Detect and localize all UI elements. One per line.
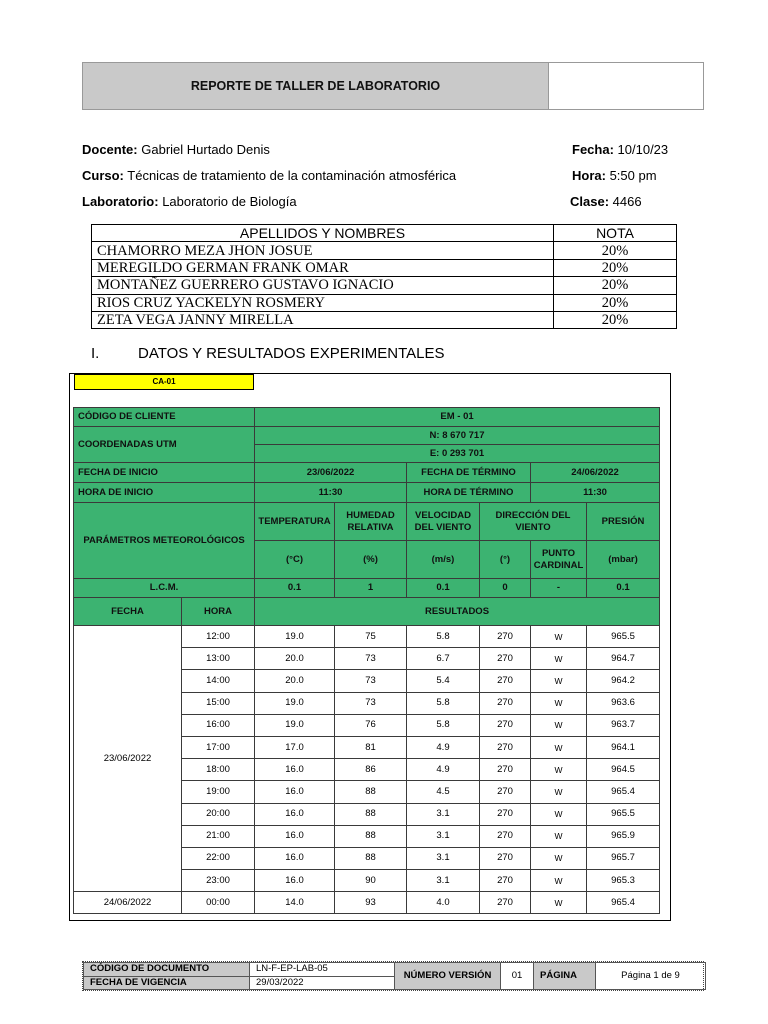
hour-cell: 20:00 [182,803,255,825]
laboratorio-value: Laboratorio de Biología [162,194,297,209]
document-footer [82,961,704,991]
wind-direction-cell: 270 [480,670,531,692]
laboratorio-line [82,194,297,210]
wind-direction-cell: 270 [480,692,531,714]
lcm-label: L.C.M. [74,579,255,598]
cardinal-cell: W [531,870,587,892]
students-table [91,224,677,329]
student-row [92,259,677,276]
pressure-cell: 963.6 [587,692,660,714]
hour-cell: 19:00 [182,781,255,803]
pressure-cell: 965.5 [587,626,660,648]
temp-cell: 16.0 [255,781,335,803]
temp-cell: 19.0 [255,626,335,648]
student-grade: 20% [554,277,677,294]
student-grade: 20% [554,259,677,276]
student-grade: 20% [554,311,677,328]
docente-line [82,142,270,158]
wind-speed-cell: 5.8 [407,692,480,714]
cliente-label: CÓDIGO DE CLIENTE [74,408,255,427]
curso-line [82,168,456,184]
coord-row-n [74,427,660,445]
hour-cell: 13:00 [182,648,255,670]
doc-code-value: LN-F-EP-LAB-05 [250,963,395,977]
wind-direction-cell: 270 [480,736,531,758]
fecha-label: Fecha: [572,142,614,157]
wind-speed-cell: 3.1 [407,870,480,892]
humidity-cell: 88 [335,781,407,803]
wind-speed-cell: 3.1 [407,847,480,869]
section-number: I. [91,345,100,362]
humidity-cell: 86 [335,759,407,781]
temp-cell: 16.0 [255,847,335,869]
pressure-cell: 964.5 [587,759,660,781]
lcm-row [74,579,660,598]
pressure-cell: 964.2 [587,670,660,692]
pressure-cell: 965.4 [587,892,660,914]
fecha-termino-value: 24/06/2022 [531,463,660,483]
wind-direction-header: DIRECCIÓN DEL VIENTO [480,503,587,541]
docente-value: Gabriel Hurtado Denis [141,142,270,157]
page-value: Página 1 de 9 [596,963,706,990]
hora-line [572,168,657,184]
cardinal-cell: W [531,648,587,670]
coord-label: COORDENADAS UTM [74,427,255,463]
pressure-header: PRESIÓN [587,503,660,541]
students-name-header: APELLIDOS Y NOMBRES [92,225,554,242]
cardinal-cell: W [531,626,587,648]
wind-direction-unit: (°) [480,541,531,579]
lcm-value: - [531,579,587,598]
lcm-value: 0 [480,579,531,598]
temp-cell: 16.0 [255,759,335,781]
report-header [82,62,704,110]
hour-cell: 00:00 [182,892,255,914]
lcm-value: 0.1 [407,579,480,598]
wind-direction-cell: 270 [480,825,531,847]
temp-cell: 20.0 [255,648,335,670]
temp-unit: (°C) [255,541,335,579]
cardinal-cell: W [531,736,587,758]
docente-label: Docente: [82,142,138,157]
wind-direction-cell: 270 [480,781,531,803]
fecha-line [572,142,668,158]
temp-cell: 19.0 [255,692,335,714]
pressure-cell: 965.9 [587,825,660,847]
pressure-cell: 965.7 [587,847,660,869]
sample-code-badge: CA-01 [74,374,254,390]
humidity-cell: 88 [335,803,407,825]
humidity-cell: 73 [335,670,407,692]
hora-termino-value: 11:30 [531,483,660,503]
version-label: NÚMERO VERSIÓN [395,963,501,990]
results-header-row [74,598,660,626]
fecha-inicio-label: FECHA DE INICIO [74,463,255,483]
student-name: RIOS CRUZ YACKELYN ROSMERY [92,294,554,311]
hora-termino-label: HORA DE TÉRMINO [407,483,531,503]
humidity-cell: 88 [335,825,407,847]
version-value: 01 [501,963,534,990]
pressure-cell: 965.3 [587,870,660,892]
wind-speed-header: VELOCIDAD DEL VIENTO [407,503,480,541]
fecha-value: 10/10/23 [617,142,669,157]
wind-speed-cell: 3.1 [407,803,480,825]
hour-cell: 15:00 [182,692,255,714]
humidity-cell: 90 [335,870,407,892]
cliente-row [74,408,660,427]
date-cell: 23/06/2022 [74,626,182,892]
hour-cell: 17:00 [182,736,255,758]
wind-direction-cell: 270 [480,714,531,736]
humidity-cell: 73 [335,692,407,714]
humidity-header: HUMEDAD RELATIVA [335,503,407,541]
cardinal-cell: W [531,803,587,825]
wind-direction-cell: 270 [480,626,531,648]
laboratorio-label: Laboratorio: [82,194,159,209]
cardinal-cell: W [531,670,587,692]
lcm-value: 0.1 [587,579,660,598]
students-header-row [92,225,677,242]
header-blank-cell [548,63,703,109]
hour-cell: 12:00 [182,626,255,648]
page-label: PÁGINA [534,963,596,990]
date-cell: 24/06/2022 [74,892,182,914]
humidity-cell: 93 [335,892,407,914]
result-row [74,626,660,648]
wind-speed-cell: 4.9 [407,759,480,781]
students-grade-header: NOTA [554,225,677,242]
footer-table [83,962,706,990]
student-row [92,294,677,311]
pressure-cell: 965.5 [587,803,660,825]
curso-value: Técnicas de tratamiento de la contaminación atmosférica [127,168,457,183]
hour-cell: 23:00 [182,870,255,892]
hora-row [74,483,660,503]
fecha-row [74,463,660,483]
coord-n: N: 8 670 717 [255,427,660,445]
student-row [92,242,677,259]
report-title: REPORTE DE TALLER DE LABORATORIO [83,63,548,109]
clase-value: 4466 [612,194,642,209]
doc-code-label: CÓDIGO DE DOCUMENTO [84,963,250,977]
hora-inicio-label: HORA DE INICIO [74,483,255,503]
validity-value: 29/03/2022 [250,976,395,990]
student-row [92,311,677,328]
pressure-cell: 964.7 [587,648,660,670]
student-row [92,277,677,294]
humidity-cell: 73 [335,648,407,670]
wind-speed-cell: 4.0 [407,892,480,914]
hora-col-header: HORA [182,598,255,626]
cardinal-cell: W [531,781,587,803]
cardinal-cell: W [531,692,587,714]
wind-speed-cell: 4.9 [407,736,480,758]
cliente-value: EM - 01 [255,408,660,427]
wind-direction-cell: 270 [480,759,531,781]
cardinal-cell: W [531,714,587,736]
fecha-col-header: FECHA [74,598,182,626]
humidity-cell: 81 [335,736,407,758]
wind-direction-cell: 270 [480,892,531,914]
resultados-col-header: RESULTADOS [255,598,660,626]
temp-header: TEMPERATURA [255,503,335,541]
hour-cell: 18:00 [182,759,255,781]
wind-direction-cell: 270 [480,803,531,825]
wind-speed-cell: 5.8 [407,626,480,648]
params-header-row [74,503,660,541]
hora-label: Hora: [572,168,606,183]
fecha-termino-label: FECHA DE TÉRMINO [407,463,531,483]
hour-cell: 16:00 [182,714,255,736]
clase-label: Clase: [570,194,610,209]
pressure-cell: 965.4 [587,781,660,803]
cardinal-cell: W [531,892,587,914]
hora-value: 5:50 pm [609,168,657,183]
cardinal-cell: W [531,759,587,781]
hora-inicio-value: 11:30 [255,483,407,503]
temp-cell: 17.0 [255,736,335,758]
hour-cell: 21:00 [182,825,255,847]
student-grade: 20% [554,242,677,259]
student-name: ZETA VEGA JANNY MIRELLA [92,311,554,328]
temp-cell: 19.0 [255,714,335,736]
temp-cell: 20.0 [255,670,335,692]
wind-speed-cell: 3.1 [407,825,480,847]
cardinal-cell: W [531,847,587,869]
wind-direction-cell: 270 [480,870,531,892]
params-label: PARÁMETROS METEOROLÓGICOS [74,503,255,579]
temp-cell: 14.0 [255,892,335,914]
wind-speed-cell: 5.8 [407,714,480,736]
temp-cell: 16.0 [255,825,335,847]
humidity-cell: 88 [335,847,407,869]
hour-cell: 22:00 [182,847,255,869]
wind-speed-unit: (m/s) [407,541,480,579]
cardinal-point-header: PUNTO CARDINAL [531,541,587,579]
meteorological-table [73,407,660,914]
cardinal-cell: W [531,825,587,847]
humidity-cell: 75 [335,626,407,648]
pressure-cell: 963.7 [587,714,660,736]
curso-label: Curso: [82,168,124,183]
section-title: DATOS Y RESULTADOS EXPERIMENTALES [138,345,445,362]
wind-speed-cell: 6.7 [407,648,480,670]
wind-speed-cell: 5.4 [407,670,480,692]
humidity-cell: 76 [335,714,407,736]
student-name: MEREGILDO GERMAN FRANK OMAR [92,259,554,276]
fecha-inicio-value: 23/06/2022 [255,463,407,483]
temp-cell: 16.0 [255,803,335,825]
lcm-value: 1 [335,579,407,598]
result-row [74,892,660,914]
pressure-cell: 964.1 [587,736,660,758]
temp-cell: 16.0 [255,870,335,892]
wind-speed-cell: 4.5 [407,781,480,803]
validity-label: FECHA DE VIGENCIA [84,976,250,990]
humidity-unit: (%) [335,541,407,579]
coord-e: E: 0 293 701 [255,445,660,463]
student-name: CHAMORRO MEZA JHON JOSUE [92,242,554,259]
student-name: MONTAÑEZ GUERRERO GUSTAVO IGNACIO [92,277,554,294]
wind-direction-cell: 270 [480,847,531,869]
pressure-unit: (mbar) [587,541,660,579]
clase-line [570,194,642,210]
student-grade: 20% [554,294,677,311]
hour-cell: 14:00 [182,670,255,692]
lcm-value: 0.1 [255,579,335,598]
wind-direction-cell: 270 [480,648,531,670]
